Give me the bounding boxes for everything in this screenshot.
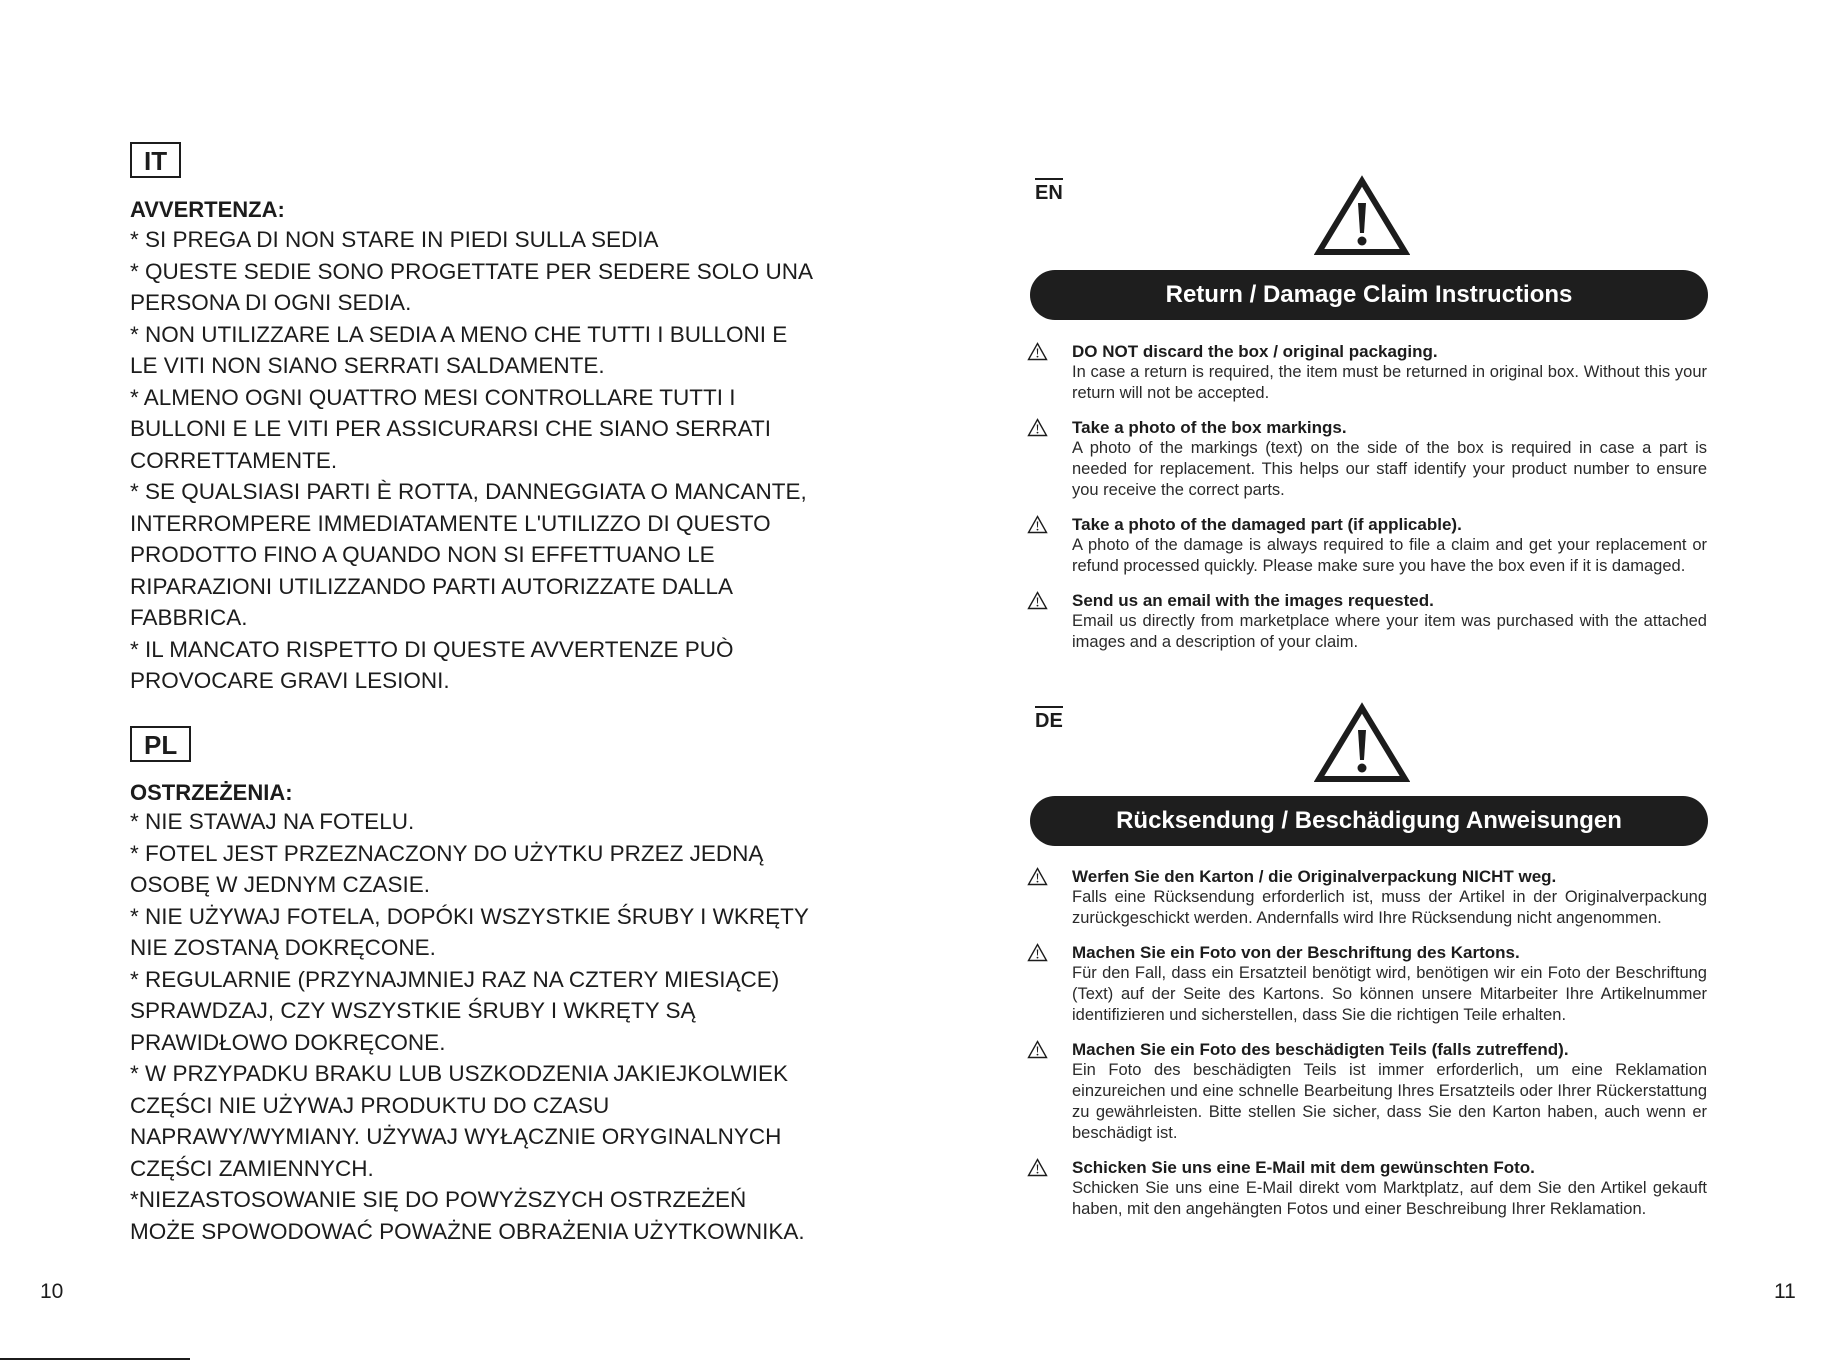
instruction-item [1027,341,1707,404]
instruction-list-de [1027,866,1707,1233]
warning-line: PRODOTTO FINO A QUANDO NON SI EFFETTUANO LE [130,542,715,567]
instruction-title: Schicken Sie uns eine E-Mail mit dem gewünschten Foto. [1072,1158,1535,1177]
warning-list-pl [130,806,809,1247]
instruction-body: Schicken Sie uns eine E-Mail direkt vom Marktplatz, auf dem Sie den Artikel gekauft haben, mit den angehängten Fotos und einer Beschreibung Ihrer Reklamation. [1072,1179,1707,1218]
warning-line: * QUESTE SEDIE SONO PROGETTATE PER SEDERE SOLO UNA [130,258,814,284]
instruction-item [1027,514,1707,577]
instruction-list-en [1027,341,1707,666]
page-number-left: 10 [40,1280,64,1303]
lang-label-pl: PL [130,726,191,762]
lang-label-de: DE [1035,706,1063,731]
warning-line: * SE QUALSIASI PARTI È ROTTA, DANNEGGIATA O MANCANTE, [130,479,807,504]
instruction-body: A photo of the damage is always required to file a claim and get your replacement or refund processed quickly. Please make sure you have the box even if it is damaged. [1072,536,1707,575]
warning-small-icon [1027,867,1048,886]
warning-line: * NON UTILIZZARE LA SEDIA A MENO CHE TUTTI I BULLONI E [130,321,788,347]
warning-triangle-icon [1314,702,1410,784]
instruction-item [1027,590,1707,653]
warning-line: SPRAWDZAJ, CZY WSZYSTKIE ŚRUBY I WKRĘTY SĄ [130,998,696,1023]
warning-small-icon [1027,1040,1048,1059]
lang-label-en: EN [1035,178,1063,203]
instruction-item [1027,942,1707,1026]
warning-line: INTERROMPERE IMMEDIATAMENTE L'UTILIZZO DI QUESTO [130,510,771,536]
instruction-title: DO NOT discard the box / original packaging. [1072,342,1438,361]
warning-line: * FOTEL JEST PRZEZNACZONY DO UŻYTKU PRZEZ JEDNĄ [130,840,764,866]
instruction-body: Falls eine Rücksendung erforderlich ist, muss der Artikel in der Originalverpackung zurückgeschickt werden. Andernfalls wird Ihre Rücksendung nicht angenommen. [1072,888,1707,927]
warning-line: CORRETTAMENTE. [130,447,338,473]
warning-small-icon [1027,342,1048,361]
instruction-item [1027,1157,1707,1220]
warning-line: CZĘŚCI ZAMIENNYCH. [130,1155,374,1181]
warning-line: LE VITI NON SIANO SERRATI SALDAMENTE. [130,353,605,378]
instruction-body: Für den Fall, dass ein Ersatzteil benötigt wird, benötigen wir ein Foto der Beschriftung (Text) auf der Seite des Kartons. So können unsere Mitarbeiter Ihre Artikelnummer identifizieren und sicherstellen, dass Sie die richtigen Teile erhalten. [1072,964,1707,1024]
instruction-title: Werfen Sie den Karton / die Originalverpackung NICHT weg. [1072,867,1557,886]
warning-line: CZĘŚCI NIE UŻYWAJ PRODUKTU DO CZASU [130,1092,610,1118]
instruction-item [1027,417,1707,501]
warning-line: PRAWIDŁOWO DOKRĘCONE. [130,1029,446,1055]
instruction-body: Email us directly from marketplace where your item was purchased with the attached images and a description of your claim. [1072,612,1707,651]
warning-line: MOŻE SPOWODOWAĆ POWAŻNE OBRAŻENIA UŻYTKOWNIKA. [130,1218,805,1244]
warning-line: BULLONI E LE VITI PER ASSICURARSI CHE SIANO SERRATI [130,416,771,441]
warning-line: * NIE UŻYWAJ FOTELA, DOPÓKI WSZYSTKIE ŚRUBY I WKRĘTY [130,903,809,929]
footer-rule [0,1358,190,1360]
warning-small-icon [1027,418,1048,437]
warning-small-icon [1027,515,1048,534]
warning-line: NAPRAWY/WYMIANY. UŻYWAJ WYŁĄCZNIE ORYGINALNYCH [130,1124,782,1149]
warning-line: * IL MANCATO RISPETTO DI QUESTE AVVERTENZE PUÒ [130,636,734,662]
warning-triangle-icon [1314,175,1410,257]
warning-line: * ALMENO OGNI QUATTRO MESI CONTROLLARE TUTTI I [130,384,736,410]
instruction-title: Take a photo of the box markings. [1072,418,1347,437]
instruction-title: Take a photo of the damaged part (if applicable). [1072,515,1462,534]
lang-label-it: IT [130,142,181,178]
warning-line: * NIE STAWAJ NA FOTELU. [130,809,415,834]
warning-line: PERSONA DI OGNI SEDIA. [130,290,412,315]
instruction-item [1027,1039,1707,1144]
warning-line: * REGULARNIE (PRZYNAJMNIEJ RAZ NA CZTERY MIESIĄCE) [130,966,780,992]
instruction-title: Machen Sie ein Foto von der Beschriftung des Kartons. [1072,943,1520,962]
warning-line: * W PRZYPADKU BRAKU LUB USZKODZENIA JAKIEJKOLWIEK [130,1061,789,1086]
warning-heading-pl: OSTRZEŻENIA: [130,780,293,805]
warning-line: * SI PREGA DI NON STARE IN PIEDI SULLA SEDIA [130,227,659,252]
instruction-title: Machen Sie ein Foto des beschädigten Teils (falls zutreffend). [1072,1040,1569,1059]
instruction-body: In case a return is required, the item must be returned in original box. Without this your return will not be accepted. [1072,363,1707,402]
banner-en: Return / Damage Claim Instructions [1030,270,1708,320]
warning-line: NIE ZOSTANĄ DOKRĘCONE. [130,935,436,960]
banner-de: Rücksendung / Beschädigung Anweisungen [1030,796,1708,846]
instruction-body: A photo of the markings (text) on the side of the box is required in case a part is needed for replacement. This helps our staff identify your product number to ensure you receive the correct parts. [1072,439,1707,499]
warning-line: FABBRICA. [130,605,248,630]
warning-small-icon [1027,943,1048,962]
page-number-right: 11 [1774,1280,1796,1303]
warning-small-icon [1027,1158,1048,1177]
warning-small-icon [1027,591,1048,610]
right-page [914,0,1828,1361]
instruction-body: Ein Foto des beschädigten Teils ist immer erforderlich, um eine Reklamation einzureichen und eine schnelle Bearbeitung Ihres Ersatzteils oder Ihrer Rückerstattung zu gewährleisten. Bitte stellen Sie sicher, dass Sie den Karton haben, auch wenn er beschädigt ist. [1072,1061,1707,1142]
warning-line: OSOBĘ W JEDNYM CZASIE. [130,872,431,897]
instruction-item [1027,866,1707,929]
warning-line: PROVOCARE GRAVI LESIONI. [130,668,450,693]
warning-list-it [130,224,813,697]
warning-line: RIPARAZIONI UTILIZZANDO PARTI AUTORIZZATE DALLA [130,573,734,599]
warning-line: *NIEZASTOSOWANIE SIĘ DO POWYŻSZYCH OSTRZEŻEŃ [130,1187,747,1212]
warning-heading-it: AVVERTENZA: [130,197,285,222]
instruction-title: Send us an email with the images requested. [1072,591,1434,610]
